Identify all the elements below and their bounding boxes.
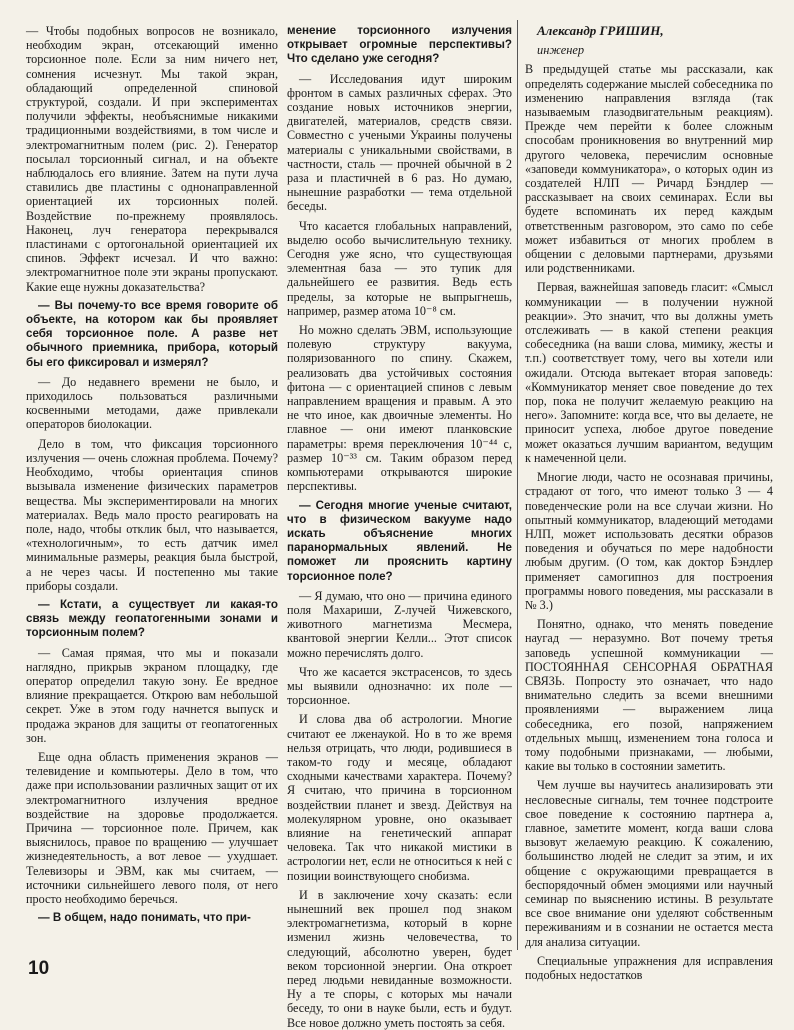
paragraph: Понятно, однако, что менять поведение наугад — неразумно. Вот почему третья заповедь успешной коммуникации — ПОСТОЯННАЯ СЕНСОРНАЯ ОБРАТНАЯ СВЯЗЬ. Попросту это означает, что надо внимательно следить за всеми внешними проявлениями — выражением лица собеседника, его позой, напряжением отдельных мышц, изменением тона голоса и тому подобными признаками, — любыми, какие вы только в состоянии заметить. [525,617,773,774]
paragraph: И слова два об астрологии. Многие считают ее лженаукой. Но в то же время нельзя отрицать, что люди, родившиеся в таком-то году и месяце, обладают сходными качествами характера. Почему? Я считаю, что причина в торсионном воздействии планет и звезд. Действуя на молекулярном уровне, оно оказывает влияние на генетический аппарат человека. Так что никакой мистики в астрологии нет, если не относиться к ней с позиции воинствующего снобизма. [287,712,512,883]
paragraph: Но можно сделать ЭВМ, использующие полевую структуру вакуума, поляризованного по спину. Скажем, реализовать два устойчивых состояния фитона — с ориентацией спинов с левым направлением вращения и правым. А это не что иное, как двоичные элементы. Но главное — они имеют планковские параметры: время переключения 10⁻⁴⁴ с, размер 10⁻³³ см. Таким образом перед компьютерами открываются широкие перспективы. [287,323,512,494]
column-right [525,23,773,982]
interview-question: — В общем, надо понимать, что при- [38,911,251,925]
author-role: инженер [537,43,585,58]
paragraph: И в заключение хочу сказать: если нынешний век прошел под знаком электромагнетизма, который в корне изменил жизнь человечества, то следующий, абсолютно уверен, будет веком торсионной энергии. Она откроет перед людьми невиданные возможности. Ну а те споры, с которых мы начали беседу, то они в науке были, есть и будут. Все новое должно уметь постоять за себя. [287,887,512,1030]
paragraph: Еще одна область применения экранов — телевидение и компьютеры. Дело в том, что даже при использовании различных защит от их электромагнитного излучения вредное воздействие на здоровье продолжается. Причина — торсионное поле. Причем, как выяснилось, правое по вращению — улучшает жизнедеятельность, а вот левое — ухудшает. Телевизоры и ЭВМ, как мы считаем, — источники сильнейшего левого поля, от него просто необходимо беречься. [26,749,278,906]
paragraph: — Самая прямая, что мы и показали наглядно, прикрыв экраном площадку, где оператор определил такую зону. Ее вредное влияние прекращается. Открою вам небольшой секрет. Уже в этом году начнется выпуск и продажа экранов для защиты от геопатогенных зон. [26,645,278,745]
column-divider [517,20,518,950]
interview-question: — Вы почему-то все время говорите об объекте, на котором как бы проявляет себя торсионное поле. А разве нет обычного приемника, прибора, который бы его фиксировал и измерял? [26,298,278,369]
paragraph: — Исследования идут широким фронтом в самых различных сферах. Это создание новых источников энергии, двигателей, материалов, средств связи. Совместно с учеными Украины получены материалы с уникальными свойствами, в частности, сталь — прочней обычной в 2 раза и пластичней в 6 раз. Но думаю, нынешние разработки — тема отдельной беседы. [287,71,512,214]
paragraph: Что касается глобальных направлений, выделю особо вычислительную технику. Сегодня уже ясно, что существующая элементная база — это тупик для дальнейшего ее развития. Ведь есть пределы, за которые не выпрыгнешь, например, размер атома 10⁻⁸ см. [287,218,512,318]
paragraph: Дело в том, что фиксация торсионного излучения — очень сложная проблема. Почему? Необходимо, чтобы ориентация спинов вызывала изменение физических параметров вещества. Мы экспериментировали на многих материалах. Ведь мало просто реагировать на поле, надо, чтобы отклик был, что называется, «технологичным», то есть датчик имел минимальные размеры, реакция была быстрой, а не через часы. И постепенно мы такие приборы создали. [26,436,278,593]
column-right-body [525,62,773,982]
interview-question: — Сегодня многие ученые считают, что в физическом вакууме надо искать объяснение многих паранормальных явлений. Не поможет ли прояснить картину торсионное поле? [287,498,512,583]
column-left [26,24,278,954]
column-middle [287,24,512,1030]
paragraph: Специальные упражнения для исправления подобных недостатков [525,953,773,982]
paragraph: — Чтобы подобных вопросов не возникало, необходим экран, отсекающий именно торсионное поле. Если за ним ничего нет, сомнения исчезнут. Мы такой экран, обладающий определенной спиновой структурой, создали. И при экспериментах получили эффекты, необъяснимые никакими традиционными воздействиями, в том числе и электромагнитным полем (рис. 2). Генератор посылал торсионный сигнал, и на объекте наблюдалось его влияние. Затем на пути луча ставились две пластины с однонаправленной ориентацией их торсионных полей. Воздействие по-прежнему проявлялось. Наконец, луч генератора перекрывался пластинами с ортогональной ориентацией их спинов. Эффект исчезал. И что важно: электромагнитное поле эти экраны пропускают. Какие еще нужны доказательства? [26,24,278,294]
paragraph: Чем лучше вы научитесь анализировать эти несловесные сигналы, тем точнее подстроите свое поведение к состоянию партнера а, главное, заметите момент, когда ваши слова вызовут желаемую реакцию. К сожалению, большинство людей не следит за этим, и их общение с окружающими превращается в беспорядочный обмен эмоциями или научный семинар по выяснению истины. В результате все свое внимание они уделяют собственным переживаниям и в сознании не остается места для анализа ситуации. [525,778,773,949]
paragraph: Первая, важнейшая заповедь гласит: «Смысл коммуникации — в получении нужной реакции». Это значит, что вы должны уметь отслеживать — в какой степени реакция собеседника (на ваши слова, мимику, жесты и т.п.) соответствует тому, чего вы хотели или ожидали. Отсюда вытекает вторая заповедь: «Коммуникатор меняет свое поведение до тех пор, пока не получит желаемую реакцию на него». Запомните: когда все, что вы делаете, не приносит успеха, любое другое поведение может оказаться лучшим вариантом, ведущим к намеченной цели. [525,280,773,465]
author-name: Александр ГРИШИН, [537,23,664,38]
paragraph: — Я думаю, что оно — причина единого поля Махариши, Z-лучей Чижевского, животного магнетизма Месмера, квантовой энергии Келли... Этот список можно перечислять долго. [287,588,512,660]
paragraph: — До недавнего времени не было, и приходилось пользоваться различными косвенными методами, даже привлекали операторов биолокации. [26,374,278,432]
interview-question: менение торсионного излучения открывает огромные перспективы? Что сделано уже сегодня? [287,24,512,66]
interview-question: — Кстати, а существует ли какая-то связь между геопатогенными зонами и торсионным полем? [26,597,278,640]
paragraph: Что же касается экстрасенсов, то здесь мы выявили однозначно: их поле — торсионное. [287,664,512,708]
page-number: 10 [28,958,50,979]
paragraph: В предыдущей статье мы рассказали, как определять содержание мыслей собеседника по изменению направления взгляда (так называемым глазодвигательным реакциям). Прежде чем перейти к более сложным способам проникновения во внутренний мир другого человека, перечислим основные «заповеди коммуникатора», о которых один из создателей НЛП — Ричард Бэндлер — рассказывает на своих семинарах. Если вы будете вспоминать их перед каждым ответственным разговором, это само по себе может избавиться от многих проблем в общении с деловыми партнерами, друзьями или родственниками. [525,62,773,276]
paragraph: Многие люди, часто не осознавая причины, страдают от того, что имеют только 3 — 4 поведенческие роли на все случаи жизни. Но опытный коммуникатор, владеющий методами НЛП, может использовать десятки образов поведения и обучаться по мере надобности любым другим. (О том, как доктор Бэндлер применяет самогипноз для построения программы нового поведения, мы рассказали в № 3.) [525,470,773,612]
